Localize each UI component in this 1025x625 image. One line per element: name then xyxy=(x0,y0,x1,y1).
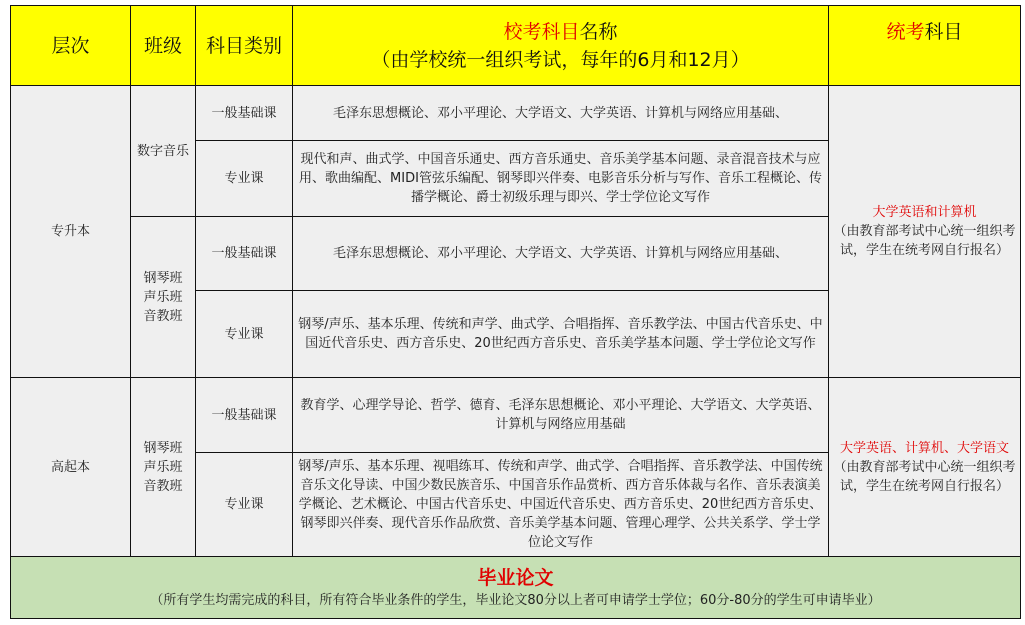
table-row xyxy=(11,378,1021,453)
class-name: 声乐班 xyxy=(143,459,183,475)
subjects-cell: 现代和声、曲式学、中国音乐通史、西方音乐通史、音乐美学基本问题、录音混音技术与应用、歌曲编配、MIDI管弦乐编配、钢琴即兴伴奏、电影音乐分析与写作、音乐工程概论、传播学概论、爵士初级乐理与即兴、学士学位论文写作 xyxy=(293,141,829,217)
class-name: 声乐班 xyxy=(143,289,183,305)
unified-subject: 大学英语、计算机、大学语文 xyxy=(839,440,1009,456)
subjects-cell: 钢琴/声乐、基本乐理、传统和声学、曲式学、合唱指挥、音乐教学法、中国古代音乐史、中国近代音乐史、西方音乐史、20世纪西方音乐史、音乐美学基本问题、学士学位论文写作 xyxy=(293,291,829,378)
table-row xyxy=(11,86,1021,141)
header-category: 科目类别 xyxy=(196,6,293,86)
header-school-exam-black: 名称 xyxy=(579,20,618,43)
header-unified xyxy=(829,6,1021,86)
class-name: 音教班 xyxy=(143,478,183,494)
category-cell: 一般基础课 xyxy=(196,378,293,453)
class-name: 钢琴班 xyxy=(143,270,183,286)
header-class: 班级 xyxy=(131,6,196,86)
header-school-exam-note: （由学校统一组织考试，每年的6月和12月） xyxy=(371,48,750,71)
class-name: 音教班 xyxy=(143,308,183,324)
subjects-cell: 教育学、心理学导论、哲学、德育、毛泽东思想概论、邓小平理论、大学语文、大学英语、计算机与网络应用基础 xyxy=(293,378,829,453)
subjects-cell: 毛泽东思想概论、邓小平理论、大学语文、大学英语、计算机与网络应用基础、 xyxy=(293,217,829,291)
category-cell: 专业课 xyxy=(196,291,293,378)
header-school-exam-red: 校考科目 xyxy=(503,20,580,43)
category-cell: 一般基础课 xyxy=(196,86,293,141)
footer-title: 毕业论文 xyxy=(477,567,554,589)
level-cell: 专升本 xyxy=(11,86,131,378)
unified-subject: 大学英语和计算机 xyxy=(872,205,977,220)
unified-note: （由教育部考试中心统一组织考试，学生在统考网自行报名） xyxy=(833,459,1016,494)
header-unified-red: 统考 xyxy=(886,21,925,43)
class-name: 数字音乐 xyxy=(136,143,189,159)
class-cell xyxy=(131,86,196,217)
unified-cell xyxy=(829,86,1021,378)
header-row xyxy=(11,6,1021,86)
unified-cell xyxy=(829,378,1021,557)
footer-cell xyxy=(11,557,1021,619)
category-cell: 专业课 xyxy=(196,141,293,217)
category-cell: 一般基础课 xyxy=(196,217,293,291)
footer-note: （所有学生均需完成的科目，所有符合毕业条件的学生，毕业论文80分以上者可申请学士学位；60分-80分的学生可申请毕业） xyxy=(150,593,881,608)
class-cell xyxy=(131,378,196,557)
subjects-cell: 毛泽东思想概论、邓小平理论、大学语文、大学英语、计算机与网络应用基础、 xyxy=(293,86,829,141)
curriculum-table xyxy=(10,5,1021,619)
header-unified-black: 科目 xyxy=(924,21,963,43)
level-cell: 高起本 xyxy=(11,378,131,557)
category-cell: 专业课 xyxy=(196,453,293,557)
class-name: 钢琴班 xyxy=(143,440,183,456)
unified-note: （由教育部考试中心统一组织考试，学生在统考网自行报名） xyxy=(833,224,1016,258)
subjects-cell: 钢琴/声乐、基本乐理、视唱练耳、传统和声学、曲式学、合唱指挥、音乐教学法、中国传统音乐文化导读、中国少数民族音乐、中国音乐作品赏析、西方音乐体裁与名作、音乐表演美学概论、艺术概论、中国古代音乐史、中国近代音乐史、西方音乐史、20世纪西方音乐史、钢琴即兴伴奏、现代音乐作品欣赏、音乐美学基本问题、管理心理学、公共关系学、学士学位论文写作 xyxy=(293,453,829,557)
header-school-exam xyxy=(293,6,829,86)
footer-row xyxy=(11,557,1021,619)
class-cell xyxy=(131,217,196,378)
header-level: 层次 xyxy=(11,6,131,86)
